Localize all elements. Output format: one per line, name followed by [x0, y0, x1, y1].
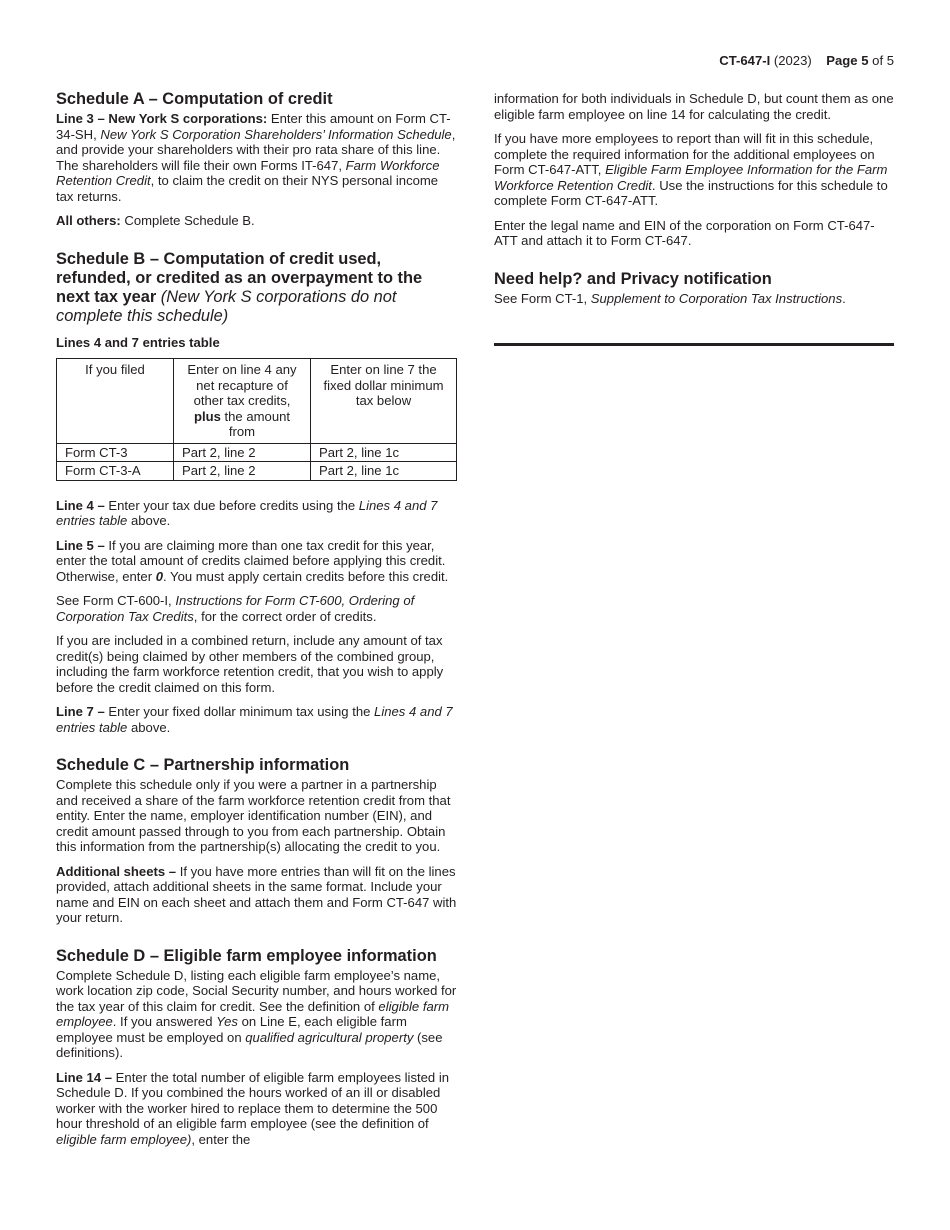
table-header-filed: If you filed: [57, 359, 174, 444]
schedule-b-title: Schedule B – Computation of credit used, refunded, or credited as an overpayment to the next tax year (New York S corporations do not complete this schedule): [56, 249, 423, 325]
more-employees-paragraph: If you have more employees to report than will fit in this schedule, complete the required information for the additional employees on Form CT-647-ATT, Eligible Farm Employee Information for the Farm Workforce Retention Credit. Use the instructions for this schedule to complete Form CT-647-ATT.: [494, 131, 888, 208]
schedule-c-body: Complete this schedule only if you were a partner in a partnership and received a share of the farm workforce retention credit from that entity. Enter the name, employer identification number (EIN), and credit amount passed through to you from each partnership. Obtain this information from the partnership(s) allocating the credit to you.: [56, 777, 451, 854]
line7-paragraph: Line 7 – Enter your fixed dollar minimum tax using the Lines 4 and 7 entries table above.: [56, 704, 453, 735]
need-help-paragraph: See Form CT-1, Supplement to Corporation Tax Instructions.: [494, 290, 846, 306]
legal-name-paragraph: Enter the legal name and EIN of the corporation on Form CT-647-ATT and attach it to Form CT-647.: [494, 217, 875, 248]
line14-continued: information for both individuals in Schedule D, but count them as one eligible farm employee on line 14 for calculating the credit.: [494, 91, 894, 122]
combined-return-paragraph: If you are included in a combined return, include any amount of tax credit(s) being claimed by other members of the combined group, including the farm workforce retention credit, that you wish to apply before the credit claimed on this form.: [56, 633, 444, 695]
left-column: [56, 90, 458, 1156]
page-number: Page 5: [826, 53, 869, 68]
form-id: CT-647-I: [719, 53, 771, 68]
table-cell: Form CT-3-A: [57, 462, 174, 481]
table-header-line4: Enter on line 4 any net recapture of other tax credits, plus the amount from: [174, 359, 311, 444]
line3-paragraph: [56, 111, 458, 204]
line4-paragraph: Line 4 – Enter your tax due before credits using the Lines 4 and 7 entries table above.: [56, 497, 438, 528]
line3-form-title: New York S Corporation Shareholders’ Information Schedule: [100, 126, 452, 142]
table-cell: Part 2, line 1c: [311, 443, 457, 462]
schedule-d-body: Complete Schedule D, listing each eligible farm employee’s name, work location zip code, Social Security number, and hours worked for the tax year of this claim for credit. See the definition of eligible farm employee. If you answered Yes on Line E, each eligible farm employee must be employed on qualified agricultural property (see definitions).: [56, 967, 457, 1060]
table-cell: Form CT-3: [57, 443, 174, 462]
table-row: [57, 443, 457, 462]
lines-4-7-entries-table: [56, 358, 457, 481]
table-header-line7: Enter on line 7 the fixed dollar minimum tax below: [311, 359, 457, 444]
schedule-b-note: (New York S corporations do not complete this schedule): [56, 287, 397, 325]
line14-paragraph: Line 14 – Enter the total number of eligible farm employees listed in Schedule D. If you combined the hours worked of an ill or disabled worker with the worker hired to replace them to determine the 500 hour threshold of an eligible farm employee (see the definition of eligible farm employee), enter the: [56, 1069, 450, 1147]
need-help-title: Need help? and Privacy notification: [494, 269, 772, 288]
schedule-c-title: Schedule C – Partnership information: [56, 756, 350, 774]
page-total: of 5: [872, 53, 894, 68]
schedule-a-title: Schedule A – Computation of credit: [56, 90, 333, 108]
line3-lead: Line 3 – New York S corporations:: [56, 111, 268, 126]
table-cell: Part 2, line 2: [174, 462, 311, 481]
right-column: [494, 91, 894, 346]
table-cell: Part 2, line 1c: [311, 462, 457, 481]
page-header: [719, 53, 894, 69]
table-cell: Part 2, line 2: [174, 443, 311, 462]
line5-paragraph: Line 5 – If you are claiming more than one tax credit for this year, enter the total amount of credits claimed before applying this credit. Otherwise, enter 0. You must apply certain credits before this credit.: [56, 537, 449, 584]
line3-text: Enter this amount on Form CT-34-SH,: [56, 111, 451, 142]
table-row: [57, 462, 457, 481]
all-others-text: Complete Schedule B.: [120, 213, 255, 228]
additional-sheets-paragraph: Additional sheets – If you have more entries than will fit on the lines provided, attach additional sheets in the same format. Include your name and EIN on each sheet and attach them and Form CT-647 with your return.: [56, 863, 457, 925]
all-others-paragraph: [56, 213, 458, 229]
line3-form-title: Farm Workforce Retention Credit: [56, 157, 440, 188]
section-end-rule: [494, 343, 894, 346]
schedule-d-title: Schedule D – Eligible farm employee information: [56, 946, 437, 965]
entries-table-title: Lines 4 and 7 entries table: [56, 334, 220, 350]
form-year: (2023): [773, 53, 812, 68]
line3-text: , and provide your shareholders with their pro rata share of this line. The shareholders will file their own Forms IT-647,: [56, 126, 456, 173]
all-others-lead: All others:: [56, 213, 121, 228]
line3-text: , to claim the credit on their NYS personal income tax returns.: [56, 173, 439, 204]
see-form-paragraph: See Form CT-600-I, Instructions for Form CT-600, Ordering of Corporation Tax Credits, for the correct order of credits.: [56, 593, 415, 624]
